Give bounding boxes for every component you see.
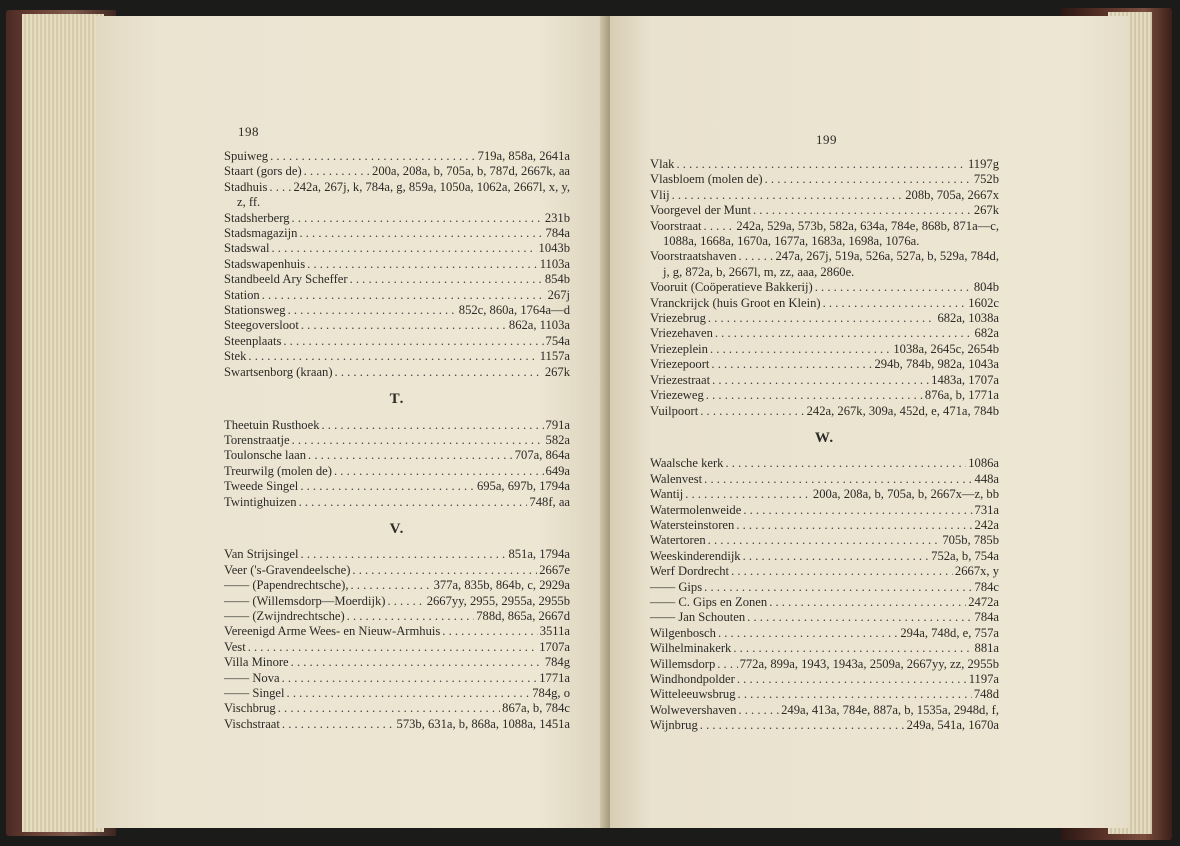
entry-term: Vriezestraat: [650, 372, 711, 387]
leader-dots: [350, 272, 543, 287]
entry-references: 682a, 1038a: [937, 311, 999, 326]
leader-dots: [291, 655, 543, 670]
entry-term: Treurwilg (molen de): [224, 463, 332, 478]
leader-dots: [747, 610, 972, 625]
index-column: [650, 157, 999, 734]
leader-dots: [704, 580, 972, 595]
index-entry: [224, 464, 570, 479]
leader-dots: [753, 203, 972, 218]
entry-term: Wilhelminakerk: [650, 641, 732, 656]
leader-dots: [335, 365, 543, 380]
entry-references: 1771a: [539, 670, 570, 685]
index-entry: [650, 626, 999, 641]
leader-dots: [737, 672, 967, 687]
index-entry: [650, 388, 999, 403]
entry-term: Vriezeweg: [650, 388, 704, 403]
entry-term: Watermolenweide: [650, 502, 742, 517]
entry-term: Werf Dordrecht: [650, 564, 730, 579]
leader-dots: [292, 211, 543, 226]
index-entry: [650, 580, 999, 595]
entry-term: —— (Papendrechtsche),: [224, 578, 349, 593]
entry-term: Staart (gors de): [224, 164, 302, 179]
entry-references: 294a, 748d, e, 757a: [900, 625, 999, 640]
leader-dots: [704, 219, 735, 234]
entry-term: Vooruit (Coöperatieve Bakkerij): [650, 280, 813, 295]
index-entry: [650, 703, 999, 718]
entry-references: 784g: [544, 655, 570, 670]
entry-references: 752a, b, 754a: [931, 548, 999, 563]
entry-references: 1602c: [968, 295, 999, 310]
entry-references: 867a, b, 784c: [502, 701, 570, 716]
leader-dots: [738, 687, 972, 702]
entry-term: —— Gips: [650, 579, 703, 594]
entry-term: Standbeeld Ary Scheffer: [224, 272, 348, 287]
leader-dots: [352, 563, 537, 578]
leader-dots: [711, 357, 872, 372]
entry-term: Watertoren: [650, 533, 706, 548]
entry-term: —— (Willemsdorp—Moerdijk): [224, 593, 386, 608]
leader-dots: [676, 157, 965, 172]
leader-dots: [299, 226, 543, 241]
index-entry: [224, 686, 570, 701]
entry-references: 1483a, 1707a: [931, 372, 999, 387]
entry-references: 1043b: [538, 241, 570, 256]
leader-dots: [248, 640, 538, 655]
page-number: 198: [238, 124, 259, 139]
leader-dots: [304, 164, 370, 179]
page-number: 199: [816, 132, 837, 147]
entry-term: Waalsche kerk: [650, 456, 724, 471]
entry-term: Vriezepoort: [650, 357, 710, 372]
entry-references: 791a: [545, 417, 570, 432]
entry-references: 242a, 529a, 573b, 582a, 634a, 784e, 868b, 871a—c,: [736, 218, 999, 233]
entry-term: Station: [224, 287, 260, 302]
section-s: [224, 149, 570, 380]
index-entry: [224, 257, 570, 272]
entry-references: 851a, 1794a: [508, 547, 570, 562]
entry-term: Vlak: [650, 157, 675, 171]
entry-references: 752b: [973, 172, 999, 187]
leader-dots: [288, 303, 457, 318]
leader-dots: [269, 180, 291, 195]
index-entry: [650, 595, 999, 610]
index-entry: [650, 311, 999, 326]
entry-references-continued: z, ff.: [237, 195, 261, 210]
leader-dots: [287, 686, 531, 701]
index-entry: [224, 318, 570, 333]
leader-dots: [710, 342, 891, 357]
entry-term: —— C. Gips en Zonen: [650, 594, 768, 609]
entry-references: 582a: [545, 432, 570, 447]
entry-term: Voorstraat: [650, 218, 702, 233]
entry-references: 294b, 784b, 982a, 1043a: [874, 357, 999, 372]
index-entry: [224, 479, 570, 494]
entry-term: Stek: [224, 349, 247, 364]
leader-dots: [308, 448, 513, 463]
index-entry: [224, 578, 570, 593]
entry-references: 784g, o: [532, 686, 570, 700]
index-entry: [650, 219, 999, 234]
entry-references: 852c, 860a, 1764a—d: [458, 303, 570, 318]
index-entry: [650, 672, 999, 687]
entry-references: 1157a: [539, 349, 570, 364]
index-entry: [650, 404, 999, 419]
index-entry: [650, 456, 999, 471]
entry-term: Stationsweg: [224, 303, 286, 318]
entry-references: 249a, 413a, 784e, 887a, b, 1535a, 2948d, f,: [781, 702, 999, 717]
leader-dots: [743, 549, 930, 564]
index-entry: [650, 157, 999, 172]
section-v: [224, 547, 570, 732]
index-entry: [224, 624, 570, 639]
leader-dots: [442, 624, 537, 639]
leader-dots: [672, 188, 904, 203]
entry-term: Spuiweg: [224, 149, 269, 163]
entry-references: 788d, 865a, 2667d: [476, 608, 570, 623]
section-v-cont: [650, 157, 999, 419]
leader-dots: [334, 464, 544, 479]
entry-term: Wilgenbosch: [650, 625, 716, 640]
leader-dots: [712, 373, 929, 388]
index-entry: [650, 357, 999, 372]
entry-references: 649a: [545, 463, 570, 478]
leader-dots: [731, 564, 953, 579]
leader-dots: [282, 671, 538, 686]
entry-term: Vranckrijck (huis Groot en Klein): [650, 295, 821, 310]
entry-references: 242a, 267j, k, 784a, g, 859a, 1050a, 1062a, 2667l, x, y,: [293, 179, 570, 194]
entry-term: —— (Zwijndrechtsche): [224, 608, 345, 623]
entry-references: 705b, 785b: [942, 533, 999, 548]
index-entry: [224, 365, 570, 380]
leader-dots: [704, 472, 972, 487]
entry-references: 200a, 208a, b, 705a, b, 2667x—z, bb: [812, 487, 999, 502]
leader-dots: [815, 280, 972, 295]
index-entry: [224, 701, 570, 716]
entry-references: 784c: [974, 579, 999, 594]
entry-term: Walenvest: [650, 471, 703, 486]
entry-references: 748f, aa: [529, 494, 570, 509]
entry-term: Vereenigd Arme Wees- en Nieuw-Armhuis: [224, 624, 441, 639]
index-entry: [224, 418, 570, 433]
index-entry: [224, 448, 570, 463]
index-entry: [224, 655, 570, 670]
index-entry: [224, 288, 570, 303]
index-entry: [650, 533, 999, 548]
leader-dots: [738, 703, 779, 718]
entry-term: Veer ('s-Gravendeelsche): [224, 562, 351, 577]
entry-references: 231b: [544, 210, 570, 225]
entry-term: Tweede Singel: [224, 479, 299, 494]
entry-references: 2667x, y: [954, 564, 999, 579]
index-entry: [224, 547, 570, 562]
entry-term: Wolwevershaven: [650, 702, 737, 717]
section-header-w: W.: [814, 429, 835, 446]
entry-references: 1197a: [968, 672, 999, 686]
entry-references: 862a, 1103a: [508, 318, 570, 333]
entry-term: Vriezehaven: [650, 326, 713, 341]
index-entry: [224, 433, 570, 448]
leader-dots: [708, 533, 941, 548]
entry-term: Vest: [224, 639, 246, 654]
index-entry: [650, 296, 999, 311]
entry-references: 876a, b, 1771a: [924, 388, 999, 403]
section-t: [224, 418, 570, 510]
entry-term: Stadswapenhuis: [224, 256, 306, 271]
index-entry: [650, 718, 999, 733]
entry-term: Vlasbloem (molen de): [650, 172, 763, 187]
entry-references: 573b, 631a, b, 868a, 1088a, 1451a: [396, 716, 570, 731]
entry-term: Vriezebrug: [650, 311, 706, 326]
index-entry: [650, 326, 999, 341]
index-entry: [224, 303, 570, 318]
leader-dots: [715, 326, 973, 341]
entry-references: 249a, 541a, 1670a: [906, 718, 999, 733]
index-entry: [650, 203, 999, 218]
entry-term: Windhondpolder: [650, 672, 735, 686]
leader-dots: [299, 495, 528, 510]
entry-term: Van Strijsingel: [224, 547, 299, 562]
index-entry: [224, 349, 570, 364]
entry-references-continued: j, g, 872a, b, 2667l, m, zz, aaa, 2860e.: [663, 264, 855, 279]
index-entry: [650, 657, 999, 672]
index-entry: [650, 641, 999, 656]
leader-dots: [718, 626, 898, 641]
page-edges-left: [22, 14, 104, 832]
entry-references: 1086a: [968, 456, 999, 471]
entry-references-continued: 1088a, 1668a, 1670a, 1677a, 1683a, 1698a, 1076a.: [663, 234, 920, 249]
section-header-v: V.: [389, 520, 405, 537]
entry-references: 208b, 705a, 2667x: [905, 187, 999, 202]
index-entry: [224, 149, 570, 164]
entry-term: Theetuin Rusthoek: [224, 417, 320, 432]
entry-references: 1038a, 2645c, 2654b: [893, 341, 999, 356]
entry-references: 784a: [974, 610, 999, 625]
index-entry: [224, 495, 570, 510]
entry-term: Wantij: [650, 487, 684, 502]
index-entry: [650, 373, 999, 388]
entry-term: Weeskinderendijk: [650, 548, 741, 563]
index-entry: [224, 609, 570, 624]
index-entry: [224, 241, 570, 256]
leader-dots: [322, 418, 544, 433]
leader-dots: [739, 249, 774, 264]
index-entry: [224, 211, 570, 226]
leader-dots: [765, 172, 972, 187]
index-entry: [224, 164, 570, 179]
left-page: [96, 16, 616, 828]
entry-term: Witteleeuwsbrug: [650, 687, 736, 702]
index-entry: [650, 549, 999, 564]
entry-references: 784a: [545, 226, 570, 241]
leader-dots: [736, 518, 972, 533]
leader-dots: [271, 241, 536, 256]
entry-term: Swartsenborg (kraan): [224, 364, 333, 379]
index-entry: [224, 594, 570, 609]
leader-dots: [769, 595, 966, 610]
leader-dots: [301, 318, 507, 333]
entry-references: 854b: [544, 272, 570, 287]
entry-term: Twintighuizen: [224, 494, 297, 509]
entry-term: —— Jan Schouten: [650, 610, 746, 625]
index-entry: [224, 334, 570, 349]
entry-references: 754a: [545, 333, 570, 348]
leader-dots: [685, 487, 811, 502]
index-entry: [650, 503, 999, 518]
entry-term: Vischstraat: [224, 716, 280, 731]
index-entry: [650, 687, 999, 702]
entry-term: Vlij: [650, 187, 670, 202]
index-entry: [224, 671, 570, 686]
entry-references: 2667e: [539, 562, 570, 577]
index-entry: [224, 563, 570, 578]
index-entry: [224, 180, 570, 195]
index-entry: [224, 717, 570, 732]
entry-term: Wijnbrug: [650, 718, 698, 733]
index-entry: [650, 518, 999, 533]
entry-references: 1707a: [539, 639, 570, 654]
leader-dots: [387, 594, 424, 609]
index-entry: [650, 280, 999, 295]
entry-references: 267k: [973, 203, 999, 218]
entry-references: 695a, 697b, 1794a: [476, 479, 570, 494]
entry-references: 242a: [974, 517, 999, 532]
entry-term: Vriezeplein: [650, 341, 708, 356]
leader-dots: [823, 296, 967, 311]
index-entry: [650, 188, 999, 203]
leader-dots: [708, 311, 936, 326]
entry-references: 267k: [544, 364, 570, 379]
leader-dots: [282, 717, 395, 732]
section-w: [650, 456, 999, 733]
entry-references: 682a: [974, 326, 999, 341]
entry-term: Voorstraatshaven: [650, 249, 737, 264]
leader-dots: [743, 503, 972, 518]
entry-references: 242a, 267k, 309a, 452d, e, 471a, 784b: [806, 403, 999, 418]
entry-term: Watersteinstoren: [650, 517, 735, 532]
entry-references: 772a, 899a, 1943, 1943a, 2509a, 2667yy, zz, 2955b: [739, 656, 999, 671]
entry-term: Vischbrug: [224, 701, 276, 716]
entry-term: Torenstraatje: [224, 432, 290, 447]
index-entry: [224, 272, 570, 287]
leader-dots: [725, 456, 966, 471]
leader-dots: [300, 479, 475, 494]
leader-dots: [292, 433, 544, 448]
leader-dots: [706, 388, 923, 403]
leader-dots: [301, 547, 507, 562]
leader-dots: [347, 609, 475, 624]
index-column: [224, 149, 570, 732]
entry-term: Stadswal: [224, 241, 270, 256]
entry-references: 707a, 864a: [514, 448, 570, 463]
entry-term: Voorgevel der Munt: [650, 203, 751, 218]
entry-term: Toulonsche laan: [224, 448, 307, 463]
leader-dots: [283, 334, 543, 349]
entry-references: 2667yy, 2955, 2955a, 2955b: [426, 593, 570, 608]
entry-references: 3511a: [539, 624, 570, 639]
entry-references: 1103a: [539, 256, 570, 271]
leader-dots: [307, 257, 538, 272]
section-header-t: T.: [389, 391, 405, 408]
leader-dots: [717, 657, 737, 672]
leader-dots: [700, 718, 905, 733]
entry-term: Steenplaats: [224, 333, 282, 348]
entry-term: Villa Minore: [224, 655, 289, 670]
index-entry: [650, 172, 999, 187]
entry-references: 748d: [973, 687, 999, 702]
index-entry: [650, 610, 999, 625]
entry-references: 377a, 835b, 864b, c, 2929a: [433, 578, 570, 593]
index-entry: [650, 249, 999, 264]
entry-references: 1197g: [967, 157, 999, 171]
entry-term: Stadhuis: [224, 179, 268, 194]
entry-references: 2472a: [968, 594, 999, 609]
index-entry: [650, 472, 999, 487]
entry-references: 719a, 858a, 2641a: [477, 149, 570, 163]
index-entry: [650, 342, 999, 357]
entry-term: Willemsdorp: [650, 656, 716, 671]
leader-dots: [733, 641, 972, 656]
entry-term: Stadsherberg: [224, 210, 290, 225]
right-page: [610, 16, 1130, 828]
entry-term: —— Singel: [224, 686, 285, 700]
entry-references: 448a: [974, 471, 999, 486]
entry-term: —— Nova: [224, 670, 280, 685]
entry-term: Steegoversloot: [224, 318, 299, 333]
index-entry: [224, 640, 570, 655]
index-entry: [224, 226, 570, 241]
index-entry: [650, 487, 999, 502]
entry-references: 881a: [974, 641, 999, 656]
leader-dots: [700, 404, 804, 419]
leader-dots: [351, 578, 432, 593]
leader-dots: [270, 149, 476, 164]
entry-references: 804b: [973, 280, 999, 295]
entry-references: 267j: [547, 287, 570, 302]
entry-term: Stadsmagazijn: [224, 226, 298, 241]
leader-dots: [278, 701, 500, 716]
entry-term: Vuilpoort: [650, 403, 699, 418]
entry-references: 247a, 267j, 519a, 526a, 527a, b, 529a, 784d,: [775, 249, 999, 264]
entry-references: 200a, 208a, b, 705a, b, 787d, 2667k, aa: [372, 164, 570, 179]
leader-dots: [262, 288, 546, 303]
index-entry: [650, 564, 999, 579]
leader-dots: [248, 349, 537, 364]
entry-references: 731a: [974, 502, 999, 517]
